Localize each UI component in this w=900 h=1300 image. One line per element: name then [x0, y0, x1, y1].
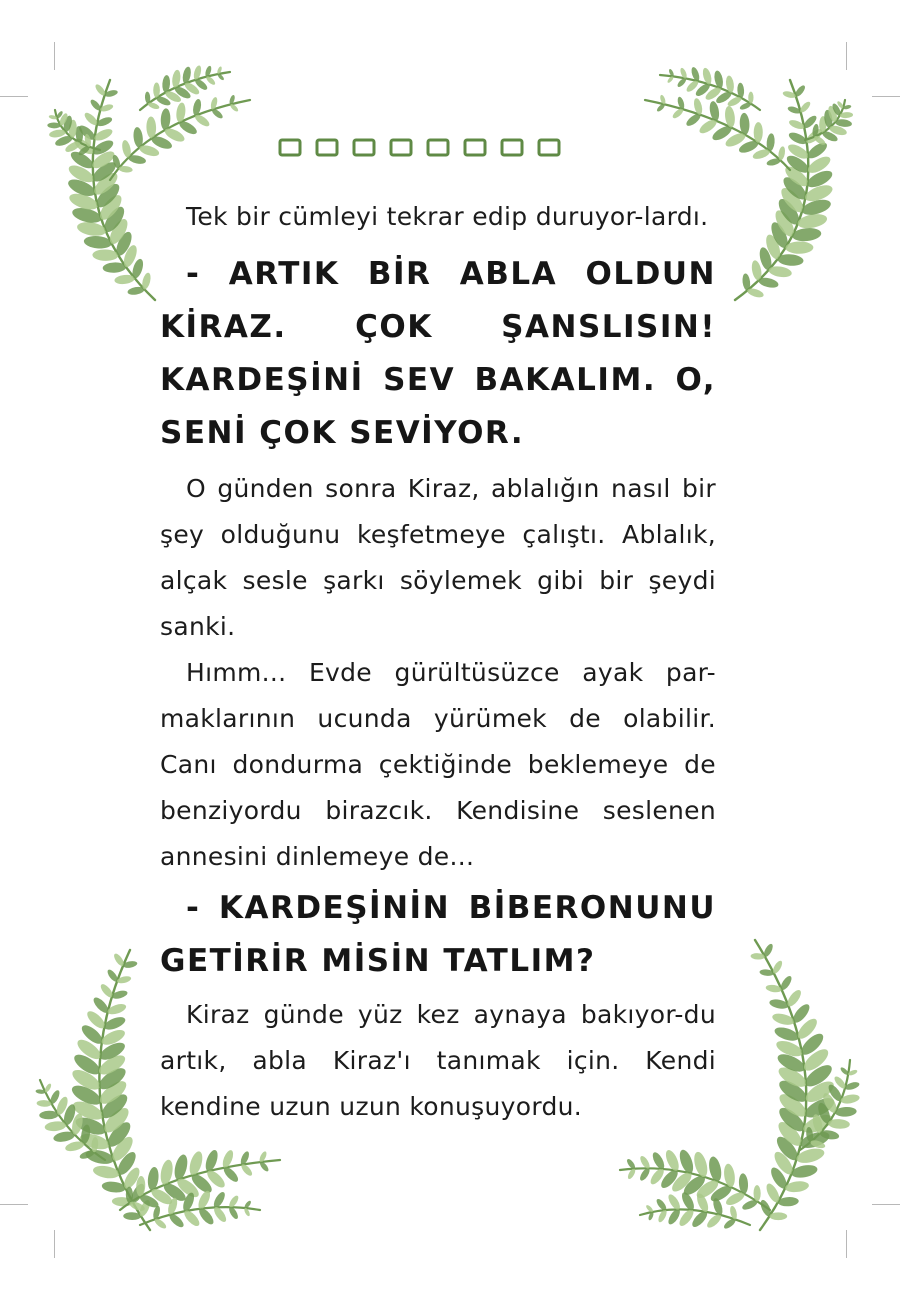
fern-frond-icon: [110, 94, 250, 180]
square-ornament-icon: [502, 140, 522, 155]
fern-frond-icon: [750, 940, 837, 1230]
square-ornament-icon: [354, 140, 374, 155]
fern-frond-icon: [660, 66, 760, 111]
paragraph-1: Tek bir cümleyi tekrar edip duruyor-lardı.: [186, 202, 709, 231]
paragraph-2: O günden sonra Kiraz, ablalığın nasıl bir şey olduğunu keşfetmeye çalıştı. Ablalık, alçak sesle şarkı söylemek gibi bir şeydi sanki.: [160, 474, 716, 641]
fern-frond-icon: [66, 80, 155, 300]
paragraph-3: Hımm... Evde gürültüsüzce ayak par-maklarının ucunda yürümek de olabilir. Canı dondurma çektiğinde beklemeye de benziyordu birazcık. Kendisine seslenen annesini dinlemeye de...: [160, 658, 716, 871]
page-text: [160, 194, 716, 1130]
square-ornament-icon: [428, 140, 448, 155]
square-ornament-icon: [465, 140, 485, 155]
fern-frond-icon: [735, 80, 835, 300]
fern-frond-icon: [645, 94, 790, 170]
square-ornament-icon: [539, 140, 559, 155]
paragraph-4: Kiraz günde yüz kez aynaya bakıyor-du artık, abla Kiraz'ı tanımak için. Kendi kendine uzun uzun konuşuyordu.: [160, 1000, 716, 1121]
dialogue-2: - KARDEŞİNİN BİBERONUNU GETİRİR MİSİN TATLIM?: [160, 890, 716, 979]
square-ornament-icon: [317, 140, 337, 155]
square-ornament-row: [276, 136, 576, 160]
square-ornament-icon: [280, 140, 300, 155]
fern-frond-icon: [620, 1148, 770, 1212]
square-ornament-icon: [391, 140, 411, 155]
dialogue-1: - ARTIK BİR ABLA OLDUN KİRAZ. ÇOK ŞANSLISIN! KARDEŞİNİ SEV BAKALIM. O, SENİ ÇOK SEVİYOR.: [160, 256, 716, 451]
